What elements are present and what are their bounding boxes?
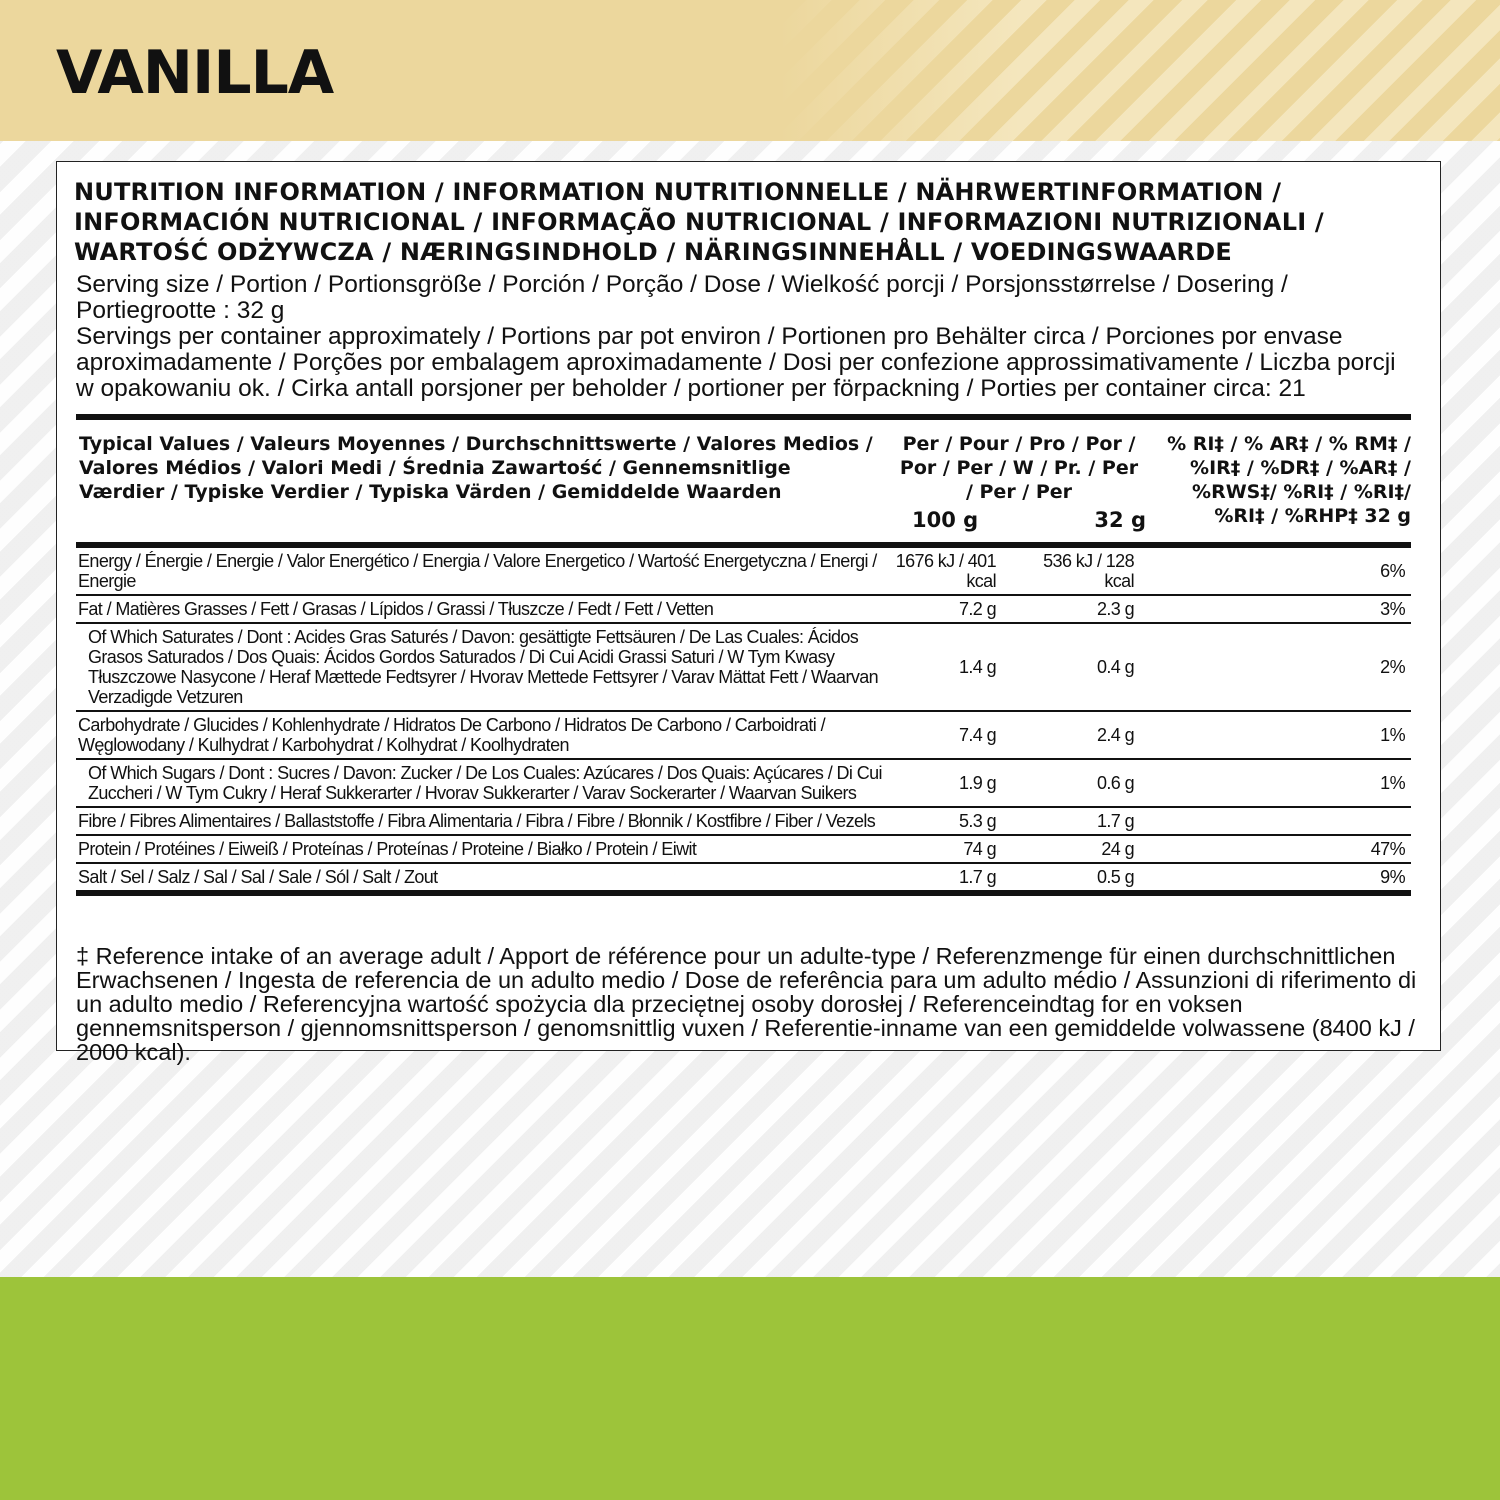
- value-per-100g: 1676 kJ / 401 kcal: [884, 545, 1014, 595]
- header-ri: % RI‡ / % AR‡ / % RM‡ / %IR‡ / %DR‡ / %AR‡ / %RWS‡/ %RI‡ / %RI‡/ %RI‡ / %RHP‡ 32 g: [1154, 420, 1411, 545]
- nutrient-label: Protein / Protéines / Eiweiß / Proteínas / Proteínas / Proteine / Białko / Protein / Eiwit: [76, 835, 884, 863]
- serving-size: Serving size / Portion / Portionsgröße / Porción / Porção / Dose / Wielkość porcji / Porsjonsstørrelse / Dosering / Portiegrootte : 32 g: [76, 271, 1288, 324]
- value-per-100g: 7.2 g: [884, 595, 1014, 623]
- nutrition-table: [76, 414, 1411, 896]
- value-ri: 6%: [1154, 545, 1411, 595]
- header-per-100g: 100 g: [912, 508, 979, 532]
- nutrient-label: Energy / Énergie / Energie / Valor Energético / Energia / Valore Energetico / Wartość Energetyczna / Energi / Energie: [76, 545, 884, 595]
- nutrient-label: Carbohydrate / Glucides / Kohlenhydrate / Hidratos De Carbono / Hidratos De Carbono / Carboidrati / Węglowodany / Kulhydrat / Karbohydrat / Kolhydrat / Koolhydraten: [76, 711, 884, 759]
- value-ri: 1%: [1154, 711, 1411, 759]
- value-per-32g: 2.3 g: [1014, 595, 1154, 623]
- value-ri: 47%: [1154, 835, 1411, 863]
- value-per-32g: 0.6 g: [1014, 759, 1154, 807]
- table-row: [76, 863, 1411, 890]
- value-per-100g: 74 g: [884, 835, 1014, 863]
- value-per-32g: 536 kJ / 128 kcal: [1014, 545, 1154, 595]
- nutrition-heading: NUTRITION INFORMATION / INFORMATION NUTRITIONNELLE / NÄHRWERTINFORMATION / INFORMACIÓN NUTRICIONAL / INFORMAÇÃO NUTRICIONAL / INFORMAZIONI NUTRIZIONALI / WARTOŚĆ ODŻYWCZA / NÆRINGSINDHOLD / NÄRINGSINNEHÅLL / VOEDINGSWAARDE: [74, 178, 1324, 266]
- reference-intake-footnote: ‡ Reference intake of an average adult / Apport de référence pour un adulte-type / Referenzmenge für einen durchschnittlichen Erwachsenen / Ingesta de referencia de un adulto medio / Dose de referência para um adulto médio / Assunzioni di riferimento di un adulto medio / Referencyjna wartość spożycia dla przeciętnej osoby dorosłej / Referenceindtag for en voksen gennemsnitsperson / gjennomsnittsperson / genomsnittlig vuxen / Referentie-inname van een gemiddelde volwassene (8400 kJ / 2000 kcal).: [76, 943, 1417, 1065]
- table-row: [76, 759, 1411, 807]
- header-per-line-1: Per / Pour / Pro / Por /: [902, 433, 1136, 455]
- header-per: [884, 420, 1154, 545]
- header-typical-values: Typical Values / Valeurs Moyennes / Durchschnittswerte / Valores Medios / Valores Médios / Valori Medi / Średnia Zawartość / Gennemsnitlige Værdier / Typiske Verdier / Typiska Värden / Gemiddelde Waarden: [76, 420, 884, 545]
- value-per-32g: 0.5 g: [1096, 867, 1134, 887]
- value-ri: 9%: [1380, 867, 1405, 887]
- serving-info: [76, 272, 1416, 402]
- header-per-line-2: Por / Per / W / Pr. / Per: [899, 457, 1139, 479]
- nutrition-panel: [56, 161, 1441, 1065]
- nutrient-label: Fibre / Fibres Alimentaires / Ballaststoffe / Fibra Alimentaria / Fibra / Fibre / Błonnik / Kostfibre / Fiber / Vezels: [76, 807, 884, 835]
- table-row: [76, 545, 1411, 595]
- header-per-32g: 32 g: [1094, 508, 1146, 532]
- servings-per-container: Servings per container approximately / Portions par pot environ / Portionen pro Behälter circa / Porciones por envase aproximadamente / Porções por embalagem aproximadamente / Dosi per confezione approssimativamente / Liczba porcji w opakowaniu ok. / Cirka antall porsjoner per beholder / portioner per förpackning / Porties per container circa: 21: [76, 323, 1396, 402]
- value-per-100g: 1.9 g: [884, 759, 1014, 807]
- nutrient-label: Salt / Sel / Salz / Sal / Sal / Sale / Sól / Salt / Zout: [78, 867, 438, 887]
- bottom-banner: [0, 1277, 1500, 1500]
- value-per-32g: 0.4 g: [1014, 623, 1154, 711]
- nutrient-label: Fat / Matières Grasses / Fett / Grasas / Lípidos / Grassi / Tłuszcze / Fedt / Fett / Vetten: [76, 595, 884, 623]
- value-per-100g: 7.4 g: [884, 711, 1014, 759]
- table-row: [76, 623, 1411, 711]
- value-per-32g: 1.7 g: [1014, 807, 1154, 835]
- value-ri: 3%: [1154, 595, 1411, 623]
- top-banner: [0, 0, 1500, 141]
- value-per-100g: 1.4 g: [884, 623, 1014, 711]
- table-row: [76, 711, 1411, 759]
- value-ri: 1%: [1154, 759, 1411, 807]
- value-per-100g: 5.3 g: [884, 807, 1014, 835]
- nutrient-label: Of Which Sugars / Dont : Sucres / Davon: Zucker / De Los Cuales: Azúcares / Dos Quais: Açúcares / Di Cui Zuccheri / W Tym Cukry / Heraf Sukkerarter / Hvorav Sukkerarter / Varav Sockerarter / Waarvan Suikers: [76, 759, 884, 807]
- table-row: [76, 807, 1411, 835]
- table-header-row: [76, 420, 1411, 545]
- value-per-32g: 24 g: [1014, 835, 1154, 863]
- value-per-100g: 1.7 g: [958, 867, 996, 887]
- nutrient-label: Of Which Saturates / Dont : Acides Gras Saturés / Davon: gesättigte Fettsäuren / De Las Cuales: Ácidos Grasos Saturados / Dos Quais: Ácidos Gordos Saturados / Di Cui Acidi Grassi Saturi / W Tym Kwasy Tłuszczowe Nasycone / Heraf Mættede Fedtsyrer / Hvorav Mettede Fettsyrer / Varav Mättat Fett / Waarvan Verzadigde Vetzuren: [76, 623, 884, 711]
- value-ri: [1154, 807, 1411, 835]
- value-per-32g: 2.4 g: [1014, 711, 1154, 759]
- value-ri: 2%: [1154, 623, 1411, 711]
- table-row: [76, 595, 1411, 623]
- flavor-title: VANILLA: [56, 38, 334, 108]
- header-per-line-3: / Per / Per: [965, 481, 1073, 503]
- table-row: [76, 835, 1411, 863]
